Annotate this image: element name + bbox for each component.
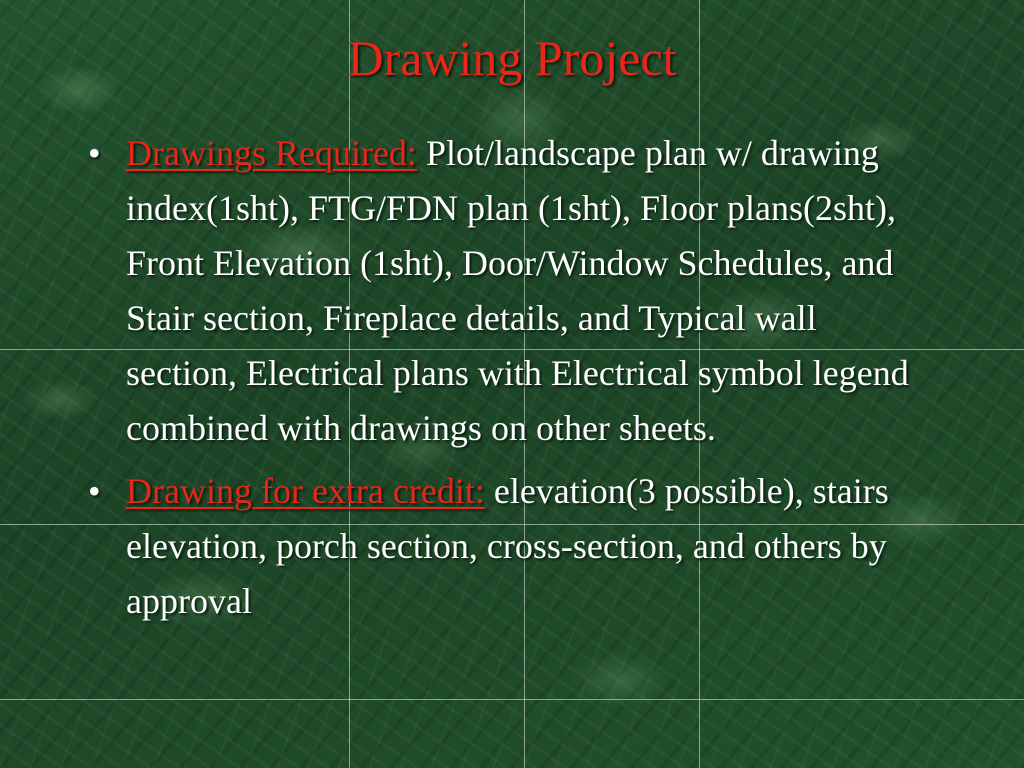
- slide-title: Drawing Project: [347, 30, 677, 86]
- bullet-text-extra-credit: elevation(3 possible), stairs elevation, porch section, cross-section, and others by approval: [126, 471, 889, 621]
- bullet-list: [88, 126, 928, 637]
- grid-line-horizontal: [0, 699, 1024, 700]
- bullet-drawings-required: [88, 126, 928, 456]
- bullet-extra-credit: [88, 464, 928, 629]
- bullet-lead-extra-credit: Drawing for extra credit:: [126, 471, 485, 511]
- bullet-marker: •: [88, 133, 101, 173]
- bullet-lead-drawings-required: Drawings Required:: [126, 133, 417, 173]
- bullet-marker: •: [88, 471, 101, 511]
- bullet-text-drawings-required: Plot/landscape plan w/ drawing index(1sht), FTG/FDN plan (1sht), Floor plans(2sht), Front Elevation (1sht), Door/Window Schedules, and Stair section, Fireplace details, and Typical wall section, Electrical plans with Electrical symbol legend combined with drawings on other sheets.: [126, 133, 909, 448]
